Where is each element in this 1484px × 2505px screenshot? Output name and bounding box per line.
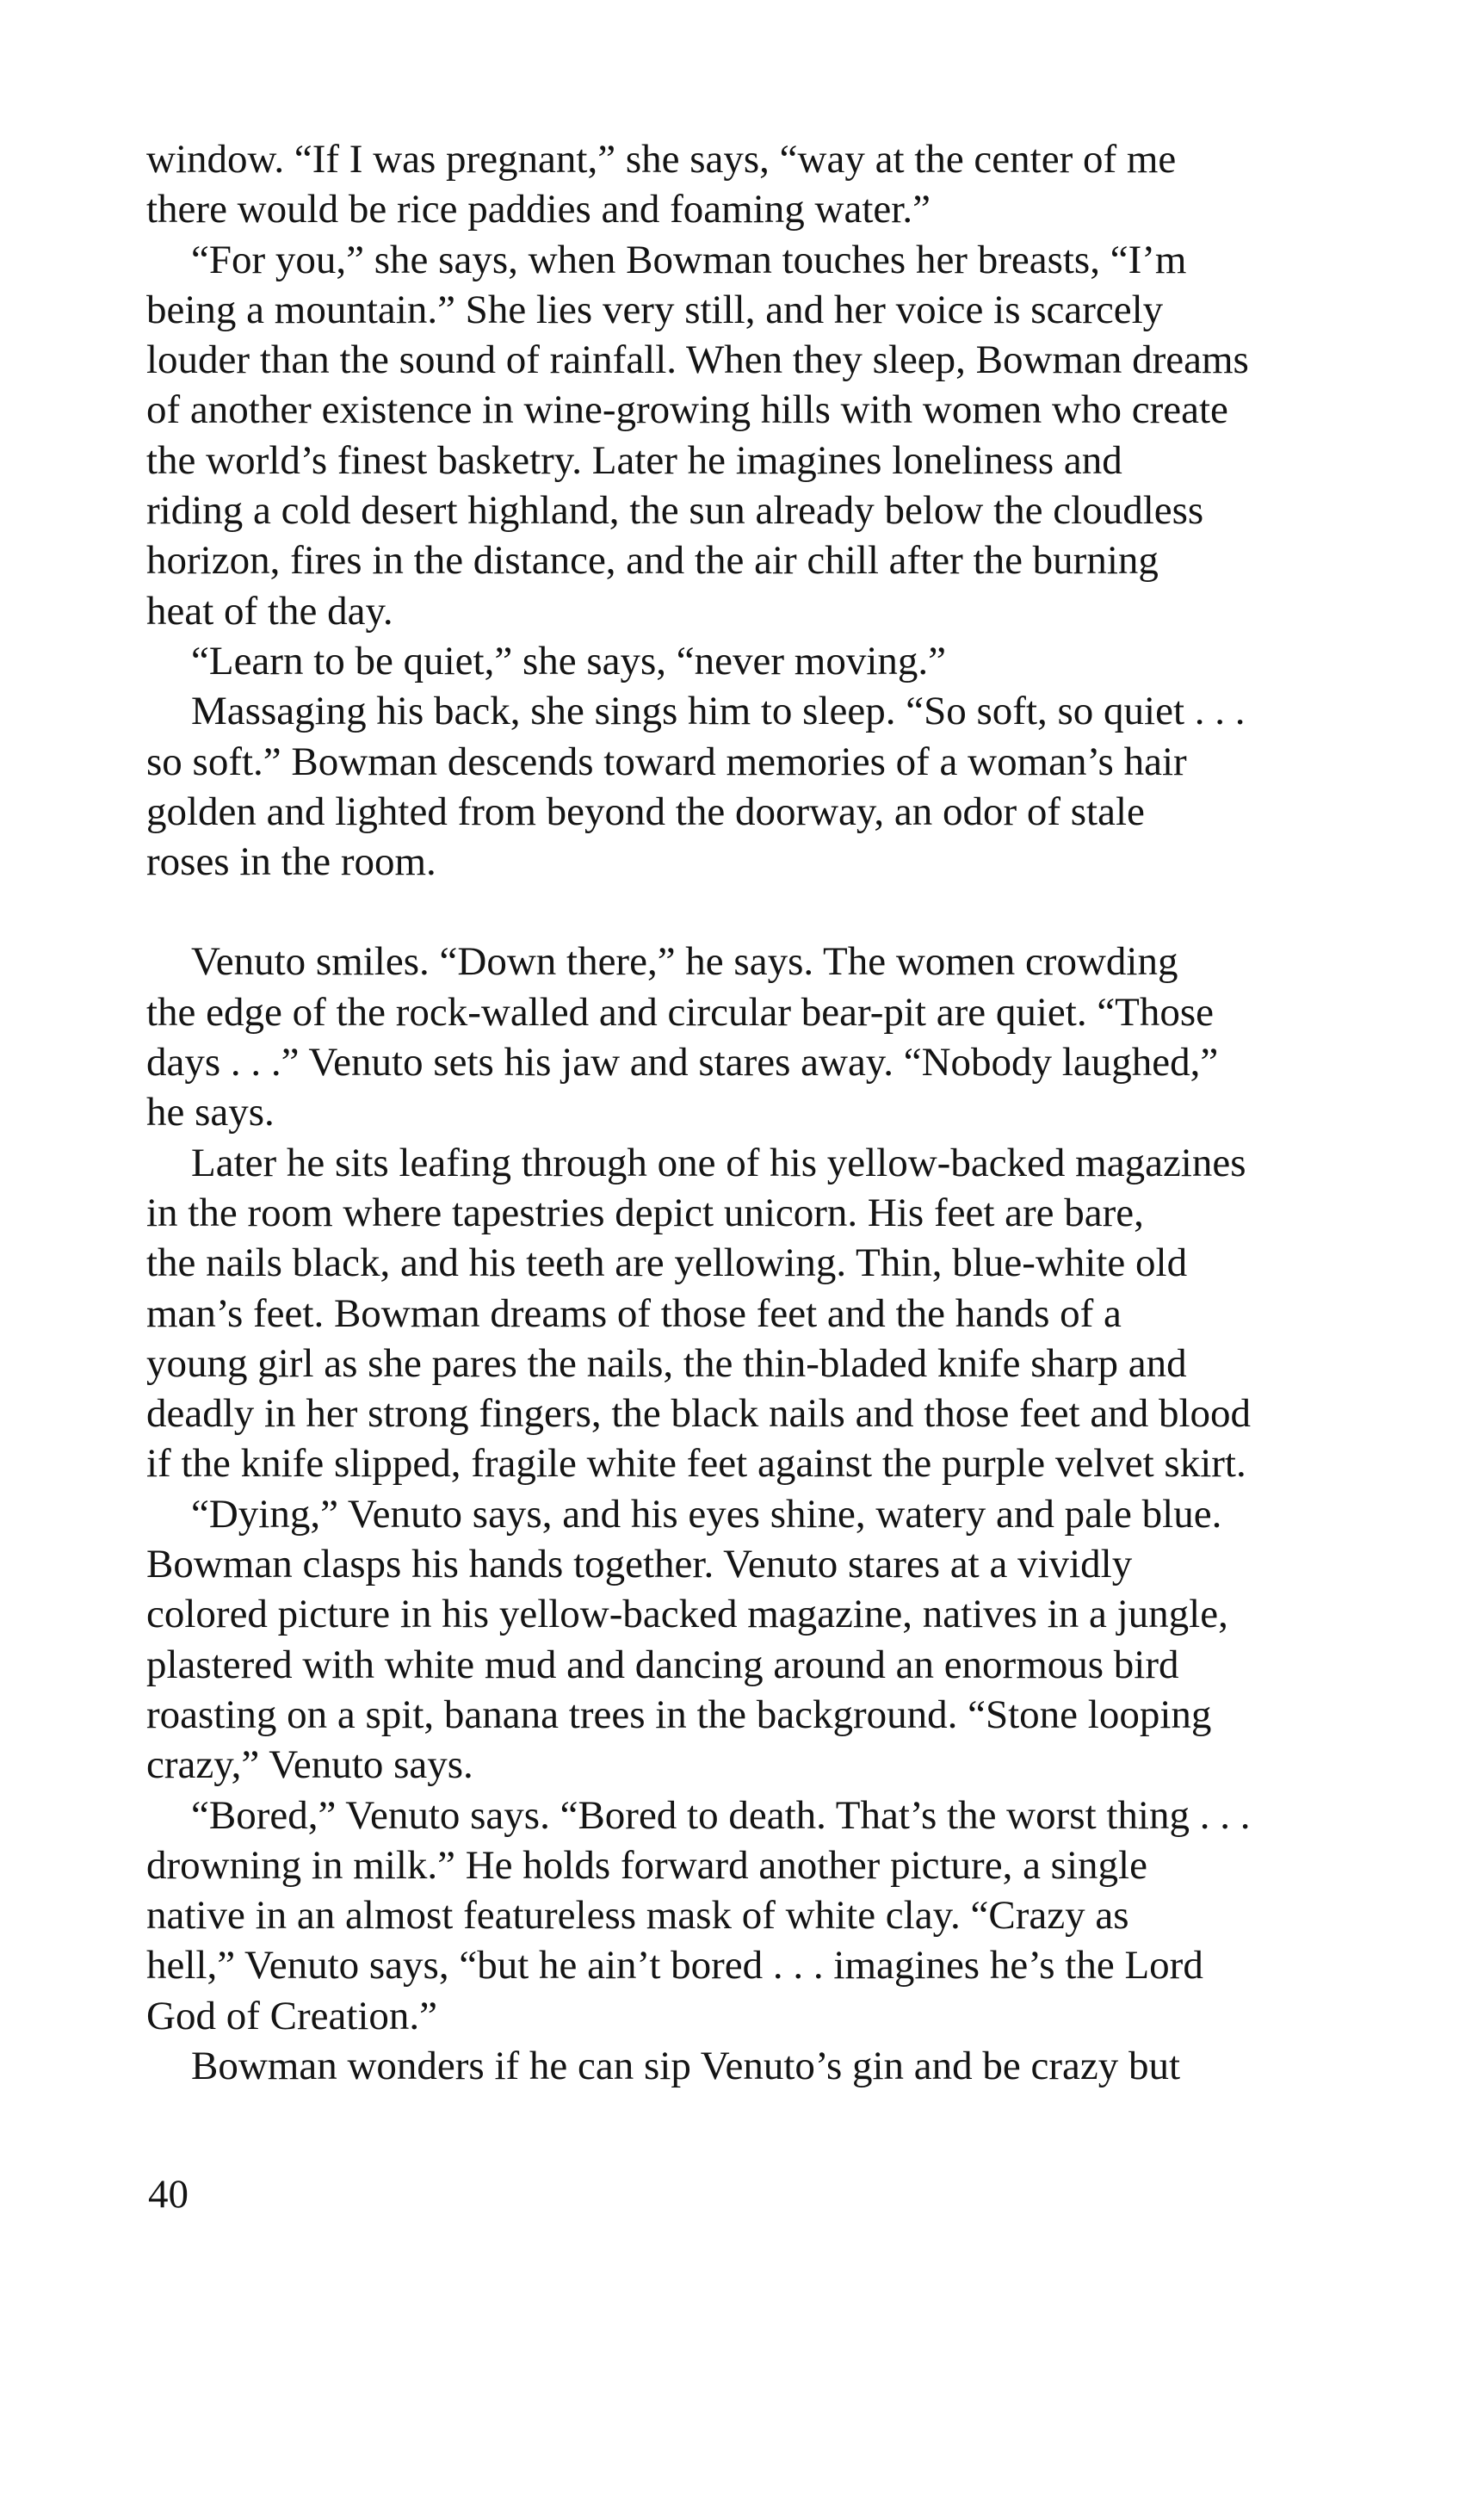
text-line: louder than the sound of rainfall. When they sleep, Bowman dreams bbox=[146, 337, 1249, 383]
text-line: “For you,” she says, when Bowman touches her breasts, “I’m bbox=[191, 237, 1187, 282]
page-number: 40 bbox=[148, 2172, 189, 2217]
text-line: horizon, fires in the distance, and the air chill after the burning bbox=[146, 538, 1159, 584]
paragraph bbox=[146, 1138, 1360, 1489]
text-line: Bowman clasps his hands together. Venuto stares at a vividly bbox=[146, 1542, 1133, 1587]
section-break bbox=[146, 887, 1360, 937]
text-line: plastered with white mud and dancing around an enormous bird bbox=[146, 1642, 1179, 1687]
text-line: the edge of the rock-walled and circular bear-pit are quiet. “Those bbox=[146, 989, 1215, 1035]
text-line: Massaging his back, she sings him to sleep. “So soft, so quiet . . . bbox=[191, 689, 1246, 734]
text-line: heat of the day. bbox=[146, 588, 393, 634]
text-line: colored picture in his yellow-backed magazine, natives in a jungle, bbox=[146, 1592, 1228, 1637]
text-line: native in an almost featureless mask of white clay. “Crazy as bbox=[146, 1893, 1129, 1939]
text-line: window. “If I was pregnant,” she says, “way at the center of me bbox=[146, 137, 1177, 182]
text-line: Venuto smiles. “Down there,” he says. The women crowding bbox=[191, 939, 1178, 985]
text-line: crazy,” Venuto says. bbox=[146, 1742, 473, 1788]
text-line: of another existence in wine-growing hills with women who create bbox=[146, 387, 1228, 433]
text-line: so soft.” Bowman descends toward memories of a woman’s hair bbox=[146, 739, 1187, 784]
body-text bbox=[146, 134, 1360, 2091]
paragraph bbox=[146, 134, 1360, 235]
text-line: if the knife slipped, fragile white feet against the purple velvet skirt. bbox=[146, 1441, 1246, 1487]
text-line: deadly in her strong fingers, the black nails and those feet and blood bbox=[146, 1391, 1251, 1437]
text-line: roasting on a spit, banana trees in the background. “Stone looping bbox=[146, 1692, 1212, 1737]
text-line: golden and lighted from beyond the doorway, an odor of stale bbox=[146, 789, 1145, 834]
text-line: “Learn to be quiet,” she says, “never moving.” bbox=[191, 638, 947, 683]
paragraph bbox=[146, 1791, 1360, 2041]
text-line: drowning in milk.” He holds forward another picture, a single bbox=[146, 1842, 1147, 1888]
text-line: the world’s finest basketry. Later he imagines loneliness and bbox=[146, 437, 1122, 483]
text-line: he says. bbox=[146, 1090, 275, 1135]
text-line: man’s feet. Bowman dreams of those feet and the hands of a bbox=[146, 1290, 1122, 1336]
text-line: Bowman wonders if he can sip Venuto’s gin and be crazy but bbox=[191, 2043, 1181, 2088]
text-line: God of Creation.” bbox=[146, 1993, 438, 2038]
text-line: Later he sits leafing through one of his yellow-backed magazines bbox=[191, 1140, 1246, 1185]
text-line: hell,” Venuto says, “but he ain’t bored . . . imagines he’s the Lord bbox=[146, 1943, 1203, 1989]
paragraph bbox=[146, 1489, 1360, 1791]
text-line: the nails black, and his teeth are yellowing. Thin, blue-white old bbox=[146, 1240, 1188, 1286]
text-line: riding a cold desert highland, the sun already below the cloudless bbox=[146, 488, 1204, 534]
text-line: “Dying,” Venuto says, and his eyes shine, watery and pale blue. bbox=[191, 1491, 1222, 1537]
text-line: in the room where tapestries depict unicorn. His feet are bare, bbox=[146, 1190, 1144, 1235]
paragraph bbox=[146, 636, 1360, 686]
text-line: there would be rice paddies and foaming water.” bbox=[146, 187, 931, 232]
text-line: being a mountain.” She lies very still, and her voice is scarcely bbox=[146, 287, 1164, 332]
text-line: young girl as she pares the nails, the thin-bladed knife sharp and bbox=[146, 1340, 1187, 1386]
paragraph bbox=[146, 686, 1360, 887]
paragraph bbox=[146, 2041, 1360, 2091]
text-line: “Bored,” Venuto says. “Bored to death. That’s the worst thing . . . bbox=[191, 1792, 1251, 1838]
paragraph bbox=[146, 235, 1360, 636]
text-line: days . . .” Venuto sets his jaw and stares away. “Nobody laughed,” bbox=[146, 1040, 1219, 1086]
text-line: roses in the room. bbox=[146, 839, 436, 885]
paragraph bbox=[146, 937, 1360, 1137]
